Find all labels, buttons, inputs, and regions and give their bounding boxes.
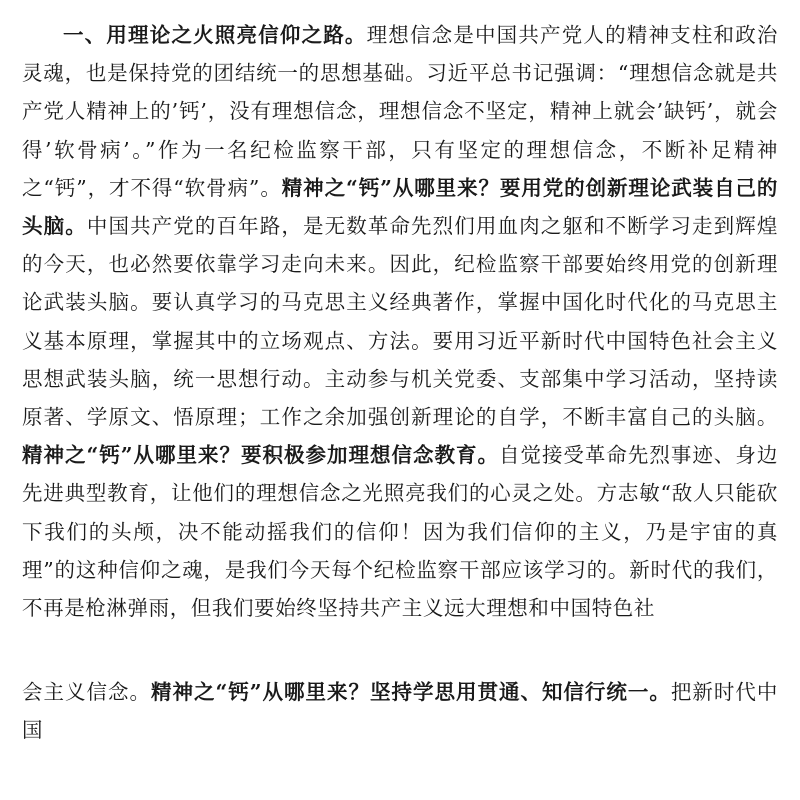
emphasis-text: 精神之“钙”从哪里来？要用党的创新理论武装自己的头脑。 <box>22 175 778 239</box>
body-text: 自觉接受革命先烈事迹、身边先进典型教育，让他们的理想信念之光照亮我们的心灵之处。方志敏“敌人只能砍下我们的头颅，决不能动摇我们的信仰！因为我们信仰的主义，乃是宇宙的真理”的这种信仰之魂，是我们今天每个纪检监察干部应该学习的。新时代的我们，不再是枪淋弹雨，但我们要始终坚持共产主义远大理想和中国特色社 <box>22 443 778 621</box>
body-text: 会主义信念。 <box>22 680 151 705</box>
body-paragraph-continued <box>22 673 778 749</box>
body-text: 中国共产党的百年路，是无数革命先烈们用血肉之躯和不断学习走到辉煌的今天，也必然要依靠学习走向未来。因此，纪检监察干部要始终用党的创新理论武装头脑。要认真学习的马克思主义经典著作，掌握中国化时代化的马克思主义基本原理，掌握其中的立场观点、方法。要用习近平新时代中国特色社会主义思想武装头脑，统一思想行动。主动参与机关党委、支部集中学习活动，坚持读原著、学原文、悟原理；工作之余加强创新理论的自学，不断丰富自己的头脑。 <box>22 214 778 430</box>
emphasis-text: 精神之“钙”从哪里来？坚持学思用贯通、知信行统一。 <box>150 680 671 705</box>
section-heading: 一、用理论之火照亮信仰之路。 <box>63 23 367 47</box>
body-paragraph <box>22 16 778 627</box>
emphasis-text: 精神之“钙”从哪里来？要积极参加理想信念教育。 <box>22 443 499 468</box>
body-text: 理想信念是中国共产党人的精神支柱和政治灵魂，也是保持党的团结统一的思想基础。习近平总书记强调：“理想信念就是共产党人精神上的’钙’，没有理想信念，理想信念不坚定，精神上就会’缺钙’，就会得’软骨病’。”作为一名纪检监察干部，只有坚定的理想信念，不断补足精神之“钙”，才不得“软骨病”。 <box>22 23 778 200</box>
body-text: 把新时代中国 <box>22 680 778 743</box>
